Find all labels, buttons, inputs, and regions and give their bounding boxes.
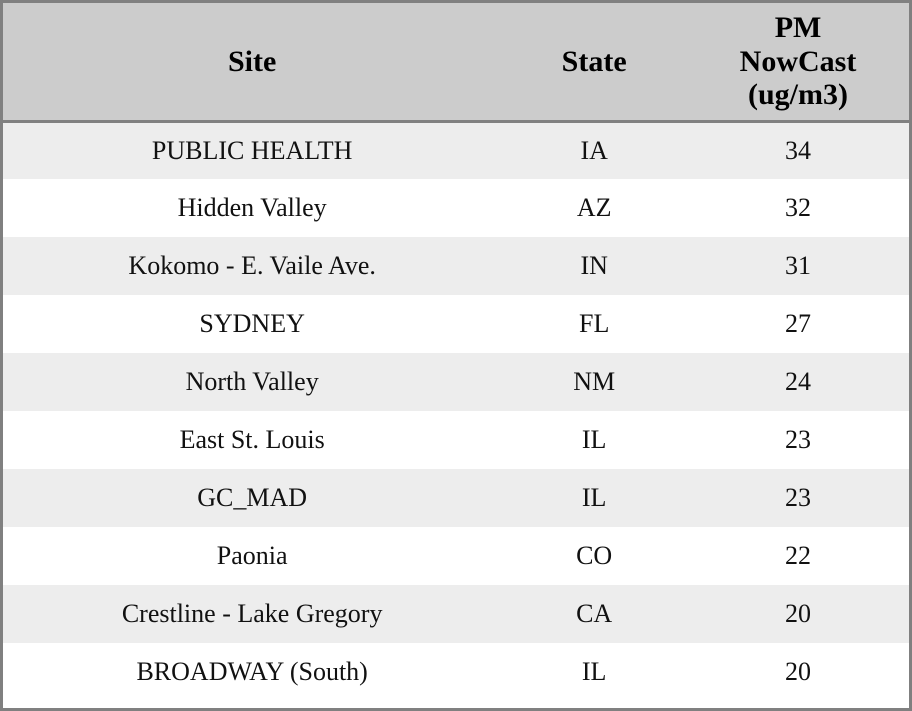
- cell-state: IA: [580, 136, 608, 166]
- cell-value: 20: [785, 657, 811, 687]
- table-row: [3, 353, 909, 411]
- cell-site: Hidden Valley: [177, 193, 327, 223]
- cell-value: 23: [785, 483, 811, 513]
- cell-site: BROADWAY (South): [136, 657, 368, 687]
- column-header-state: State: [501, 3, 687, 121]
- table-row: [3, 643, 909, 701]
- cell-site: PUBLIC HEALTH: [151, 136, 353, 166]
- cell-site: GC_MAD: [197, 483, 308, 513]
- cell-value: 27: [785, 309, 811, 339]
- column-header-pm-nowcast-line2: NowCast: [739, 44, 857, 78]
- table-row: [3, 237, 909, 295]
- table-row: [3, 121, 909, 179]
- column-header-pm-nowcast-line1: PM: [774, 11, 822, 44]
- cell-value: 24: [785, 367, 811, 397]
- pm-nowcast-table: [3, 3, 909, 701]
- cell-site: Crestline - Lake Gregory: [121, 599, 383, 629]
- cell-state: IL: [581, 657, 607, 687]
- cell-value: 22: [785, 541, 811, 571]
- cell-state: AZ: [576, 193, 612, 223]
- cell-value: 23: [785, 425, 811, 455]
- column-header-pm-nowcast-line3: (ug/m3): [748, 78, 848, 112]
- table-row: [3, 179, 909, 237]
- cell-state: FL: [578, 309, 610, 339]
- cell-site: North Valley: [185, 367, 319, 397]
- cell-value: 31: [785, 251, 811, 281]
- cell-site: Kokomo - E. Vaile Ave.: [128, 251, 376, 281]
- cell-state: IN: [580, 251, 608, 281]
- cell-site: East St. Louis: [179, 425, 325, 455]
- table-header: [3, 3, 909, 121]
- cell-state: NM: [573, 367, 616, 397]
- table-header-row: [3, 3, 909, 121]
- cell-site: Paonia: [216, 541, 288, 571]
- table-body: [3, 121, 909, 701]
- cell-state: IL: [581, 483, 607, 513]
- cell-site: SYDNEY: [199, 309, 305, 339]
- table-row: [3, 527, 909, 585]
- column-header-pm-nowcast: [687, 3, 909, 121]
- table-row: [3, 469, 909, 527]
- cell-value: 20: [785, 599, 811, 629]
- table-row: [3, 585, 909, 643]
- cell-value: 32: [785, 193, 811, 223]
- cell-state: IL: [581, 425, 607, 455]
- cell-value: 34: [785, 136, 811, 166]
- cell-state: CO: [576, 541, 613, 571]
- column-header-site: Site: [3, 3, 501, 121]
- table-row: [3, 411, 909, 469]
- table-row: [3, 295, 909, 353]
- cell-state: CA: [576, 599, 613, 629]
